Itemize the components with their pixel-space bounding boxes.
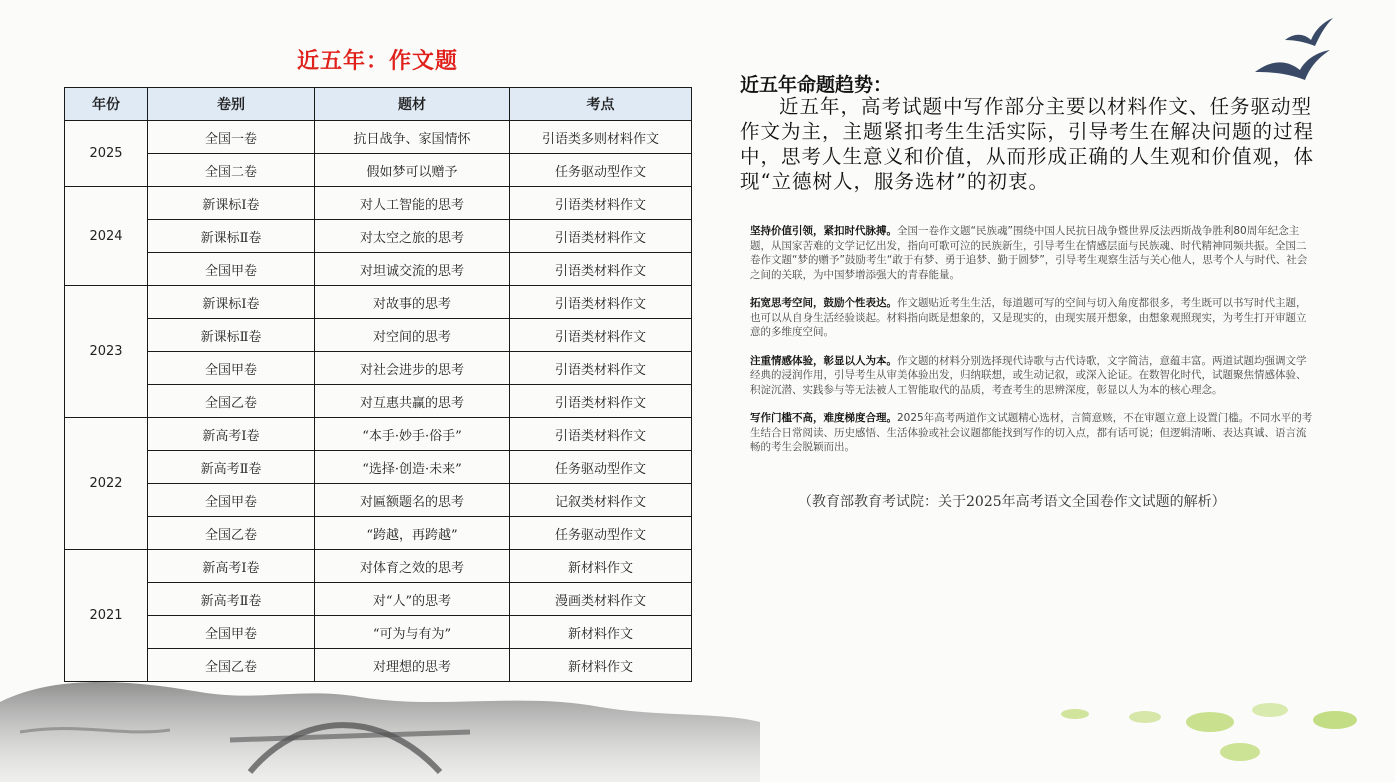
paper-cell: 全国甲卷 (148, 484, 315, 517)
point-cell: 任务驱动型作文 (510, 154, 692, 187)
point-cell: 引语类多则材料作文 (510, 121, 692, 154)
topic-cell: “选择·创造·未来” (315, 451, 510, 484)
article-paragraph (750, 224, 1316, 282)
table-title: 近五年：作文题 (296, 49, 458, 74)
table-row (65, 484, 692, 517)
table-row (65, 286, 692, 319)
header-point: 考点 (510, 88, 692, 121)
point-cell: 引语类材料作文 (510, 187, 692, 220)
article-paragraph (750, 296, 1316, 340)
topic-cell: 对坦诚交流的思考 (315, 253, 510, 286)
trend-body: 近五年，高考试题中写作部分主要以材料作文、任务驱动型作文为主，主题紧扣考生生活实际，引导考生在解决问题的过程中，思考人生意义和价值，从而形成正确的人生观和价值观，体现“立德树人，服务选材”的初衷。 (740, 95, 1315, 193)
point-cell: 引语类材料作文 (510, 418, 692, 451)
paper-cell: 新课标Ⅰ卷 (148, 187, 315, 220)
year-cell: 2025 (65, 121, 148, 187)
topic-cell: “本手·妙手·俗手” (315, 418, 510, 451)
paragraph-text: 作文题贴近考生生活，每道题可写的空间与切入角度都很多，考生既可以书写时代主题，也可以从自身生活经验谈起。材料指向既是想象的，又是现实的，由现实展开想象，由想象观照现实，为考生打开审题立意的多维度空间。 (750, 297, 1307, 338)
paragraph-text: 作文题的材料分别选择现代诗歌与古代诗歌，文字简洁，意蕴丰富。两道试题均强调文学经典的浸润作用，引导考生从审美体验出发，归纳联想，或生动记叙，或深入论证。在数智化时代，试题聚焦情感体验、积淀沉潜、实践参与等无法被人工智能取代的品质，考查考生的思辨深度，彰显以人为本的核心理念。 (750, 354, 1307, 396)
point-cell: 引语类材料作文 (510, 319, 692, 352)
topic-cell: 对互惠共赢的思考 (315, 385, 510, 418)
article-paragraph (750, 354, 1316, 398)
point-cell: 记叙类材料作文 (510, 484, 692, 517)
lotus-leaves-decoration (1035, 692, 1395, 782)
header-year: 年份 (65, 88, 148, 121)
point-cell: 引语类材料作文 (510, 220, 692, 253)
paper-cell: 全国甲卷 (148, 352, 315, 385)
topic-cell: 对“人”的思考 (315, 583, 510, 616)
table-row (65, 352, 692, 385)
analysis-article (750, 224, 1316, 469)
point-cell: 新材料作文 (510, 550, 692, 583)
point-cell: 新材料作文 (510, 616, 692, 649)
article-paragraph (750, 411, 1316, 455)
paragraph-lead: 写作门槛不高，难度梯度合理。 (750, 412, 897, 424)
point-cell: 任务驱动型作文 (510, 451, 692, 484)
point-cell: 新材料作文 (510, 649, 692, 682)
paper-cell: 全国一卷 (148, 121, 315, 154)
table-row (65, 253, 692, 286)
table-row (65, 154, 692, 187)
swallow-birds-decoration (1245, 12, 1335, 92)
point-cell: 引语类材料作文 (510, 286, 692, 319)
trend-title: 近五年命题趋势： (740, 74, 893, 96)
essay-topics-table (64, 87, 692, 682)
topic-cell: 假如梦可以赠予 (315, 154, 510, 187)
paragraph-text: 全国一卷作文题“民族魂”围绕中国人民抗日战争暨世界反法西斯战争胜利80周年纪念主题，从国家苦难的文学记忆出发，指向可歌可泣的民族新生，引导考生在情感层面与民族魂、时代精神同频共振。全国二卷作文题“梦的赠予”鼓励考生“敢于有梦、勇于追梦、勤于圆梦”，引导考生观察生活与关心他人，思考个人与时代、社会之间的关联，为中国梦增添强大的青春能量。 (750, 225, 1308, 281)
table-row (65, 517, 692, 550)
paper-cell: 全国乙卷 (148, 649, 315, 682)
point-cell: 引语类材料作文 (510, 385, 692, 418)
table-row (65, 649, 692, 682)
paragraph-lead: 注重情感体验，彰显以人为本。 (750, 354, 897, 367)
paper-cell: 全国乙卷 (148, 385, 315, 418)
table-row (65, 451, 692, 484)
paper-cell: 新高考Ⅱ卷 (148, 451, 315, 484)
paper-cell: 新课标Ⅱ卷 (148, 319, 315, 352)
point-cell: 引语类材料作文 (510, 253, 692, 286)
topic-cell: 对空间的思考 (315, 319, 510, 352)
paper-cell: 全国甲卷 (148, 616, 315, 649)
source-citation: （教育部教育考试院：关于2025年高考语文全国卷作文试题的解析） (798, 494, 1226, 510)
topic-cell: 对太空之旅的思考 (315, 220, 510, 253)
topic-cell: 对体育之效的思考 (315, 550, 510, 583)
point-cell: 任务驱动型作文 (510, 517, 692, 550)
paragraph-text: 2025年高考两道作文试题精心选材，言简意赅，不在审题立意上设置门槛。不同水平的考生结合日常阅读、历史感悟、生活体验或社会议题都能找到写作的切入点，都有话可说；但逻辑清晰、表达真诚、语言流畅的考生会脱颖而出。 (750, 412, 1313, 453)
topic-cell: 对匾额题名的思考 (315, 484, 510, 517)
paper-cell: 新高考Ⅰ卷 (148, 550, 315, 583)
table-row (65, 220, 692, 253)
paper-cell: 全国乙卷 (148, 517, 315, 550)
paper-cell: 新高考Ⅱ卷 (148, 583, 315, 616)
paper-cell: 新课标Ⅰ卷 (148, 286, 315, 319)
topic-cell: 对社会进步的思考 (315, 352, 510, 385)
header-topic: 题材 (315, 88, 510, 121)
topic-cell: 对理想的思考 (315, 649, 510, 682)
paper-cell: 全国甲卷 (148, 253, 315, 286)
table-row (65, 616, 692, 649)
table-row (65, 121, 692, 154)
table-row (65, 385, 692, 418)
year-cell: 2022 (65, 418, 148, 550)
paragraph-lead: 拓宽思考空间，鼓励个性表达。 (750, 297, 897, 309)
table-row (65, 418, 692, 451)
topic-cell: “可为与有为” (315, 616, 510, 649)
table-row (65, 319, 692, 352)
year-cell: 2024 (65, 187, 148, 286)
paper-cell: 新课标Ⅱ卷 (148, 220, 315, 253)
topic-cell: 对人工智能的思考 (315, 187, 510, 220)
table-row (65, 583, 692, 616)
paragraph-lead: 坚持价值引领，紧扣时代脉搏。 (750, 225, 897, 237)
year-cell: 2023 (65, 286, 148, 418)
point-cell: 漫画类材料作文 (510, 583, 692, 616)
table-row (65, 187, 692, 220)
paper-cell: 新高考Ⅰ卷 (148, 418, 315, 451)
point-cell: 引语类材料作文 (510, 352, 692, 385)
topic-cell: “跨越，再跨越” (315, 517, 510, 550)
table-header-row (65, 88, 692, 121)
table-row (65, 550, 692, 583)
year-cell: 2021 (65, 550, 148, 682)
header-paper: 卷别 (148, 88, 315, 121)
topic-cell: 对故事的思考 (315, 286, 510, 319)
topic-cell: 抗日战争、家国情怀 (315, 121, 510, 154)
paper-cell: 全国二卷 (148, 154, 315, 187)
